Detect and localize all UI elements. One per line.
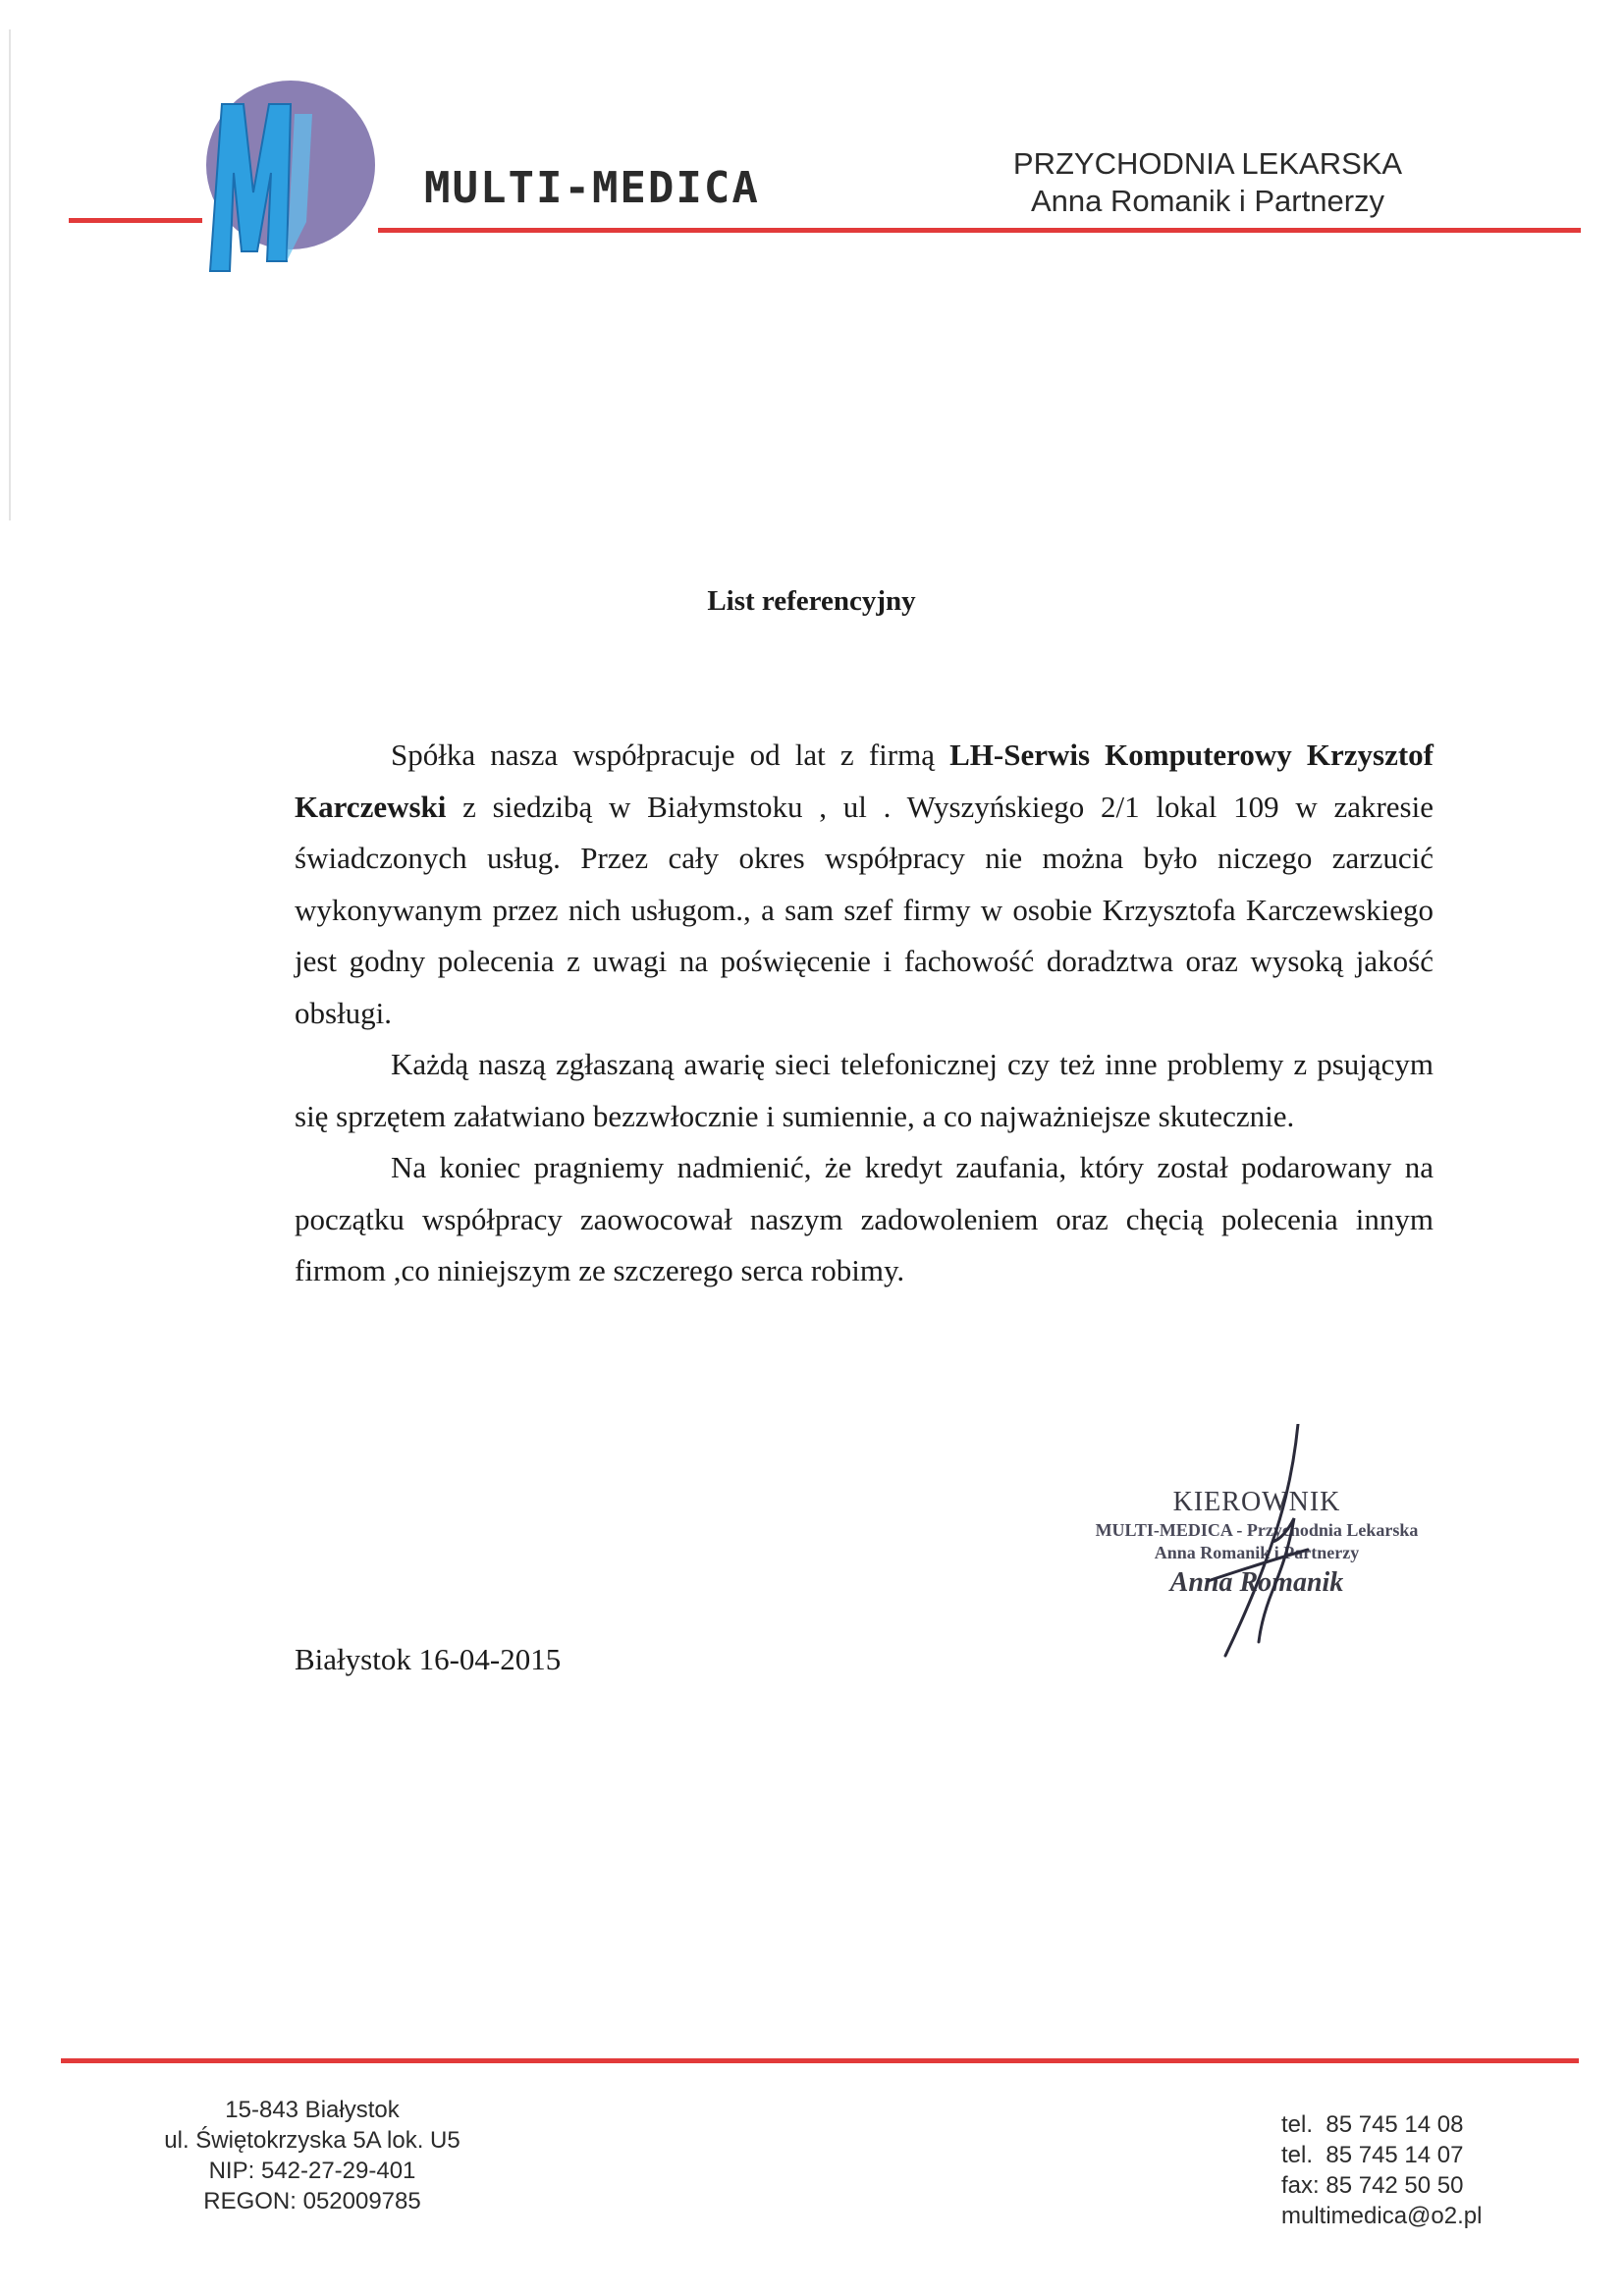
paragraph-1-intro: Spółka nasza współpracuje od lat z firmą: [391, 738, 950, 772]
clinic-owner: Anna Romanik i Partnerzy: [1030, 184, 1385, 218]
stamp-company: MULTI-MEDICA - Przychodnia Lekarska: [1095, 1520, 1419, 1540]
header-rule-right: [378, 228, 1581, 233]
letter-date: Białystok 16-04-2015: [295, 1642, 562, 1676]
paragraph-1: [295, 730, 1434, 1039]
letter-body: [295, 730, 1434, 1297]
letter-title: List referencyjny: [707, 585, 916, 617]
address-line: REGON: 052009785: [203, 2188, 421, 2214]
contact-line: fax: 85 742 50 50: [1281, 2172, 1464, 2199]
brand-name: MULTI-MEDICA: [424, 163, 760, 213]
contact-line: tel. 85 745 14 08: [1281, 2111, 1464, 2138]
clinic-type: PRZYCHODNIA LEKARSKA: [1012, 146, 1403, 181]
company-name: LH-Serwis Komputerowy Krzysztof Karczewski: [295, 738, 1434, 824]
footer-contacts: [1281, 2109, 1576, 2231]
paragraph-3: Na koniec pragniemy nadmienić, że kredyt zaufania, który został podarowany na początku współpracy zaowocował naszym zadowoleniem oraz chęcią polecenia innym firmom ,co niniejszym ze szczerego serca robimy.: [295, 1150, 1434, 1287]
header-rule-left: [69, 218, 202, 223]
footer-address: [145, 2095, 479, 2216]
stamp-partners: Anna Romanik i Partnerzy: [1154, 1543, 1360, 1562]
stamp-signature-name: Anna Romanik: [1169, 1567, 1344, 1598]
address-line: ul. Świętokrzyska 5A lok. U5: [164, 2127, 460, 2154]
handwritten-signature-icon: [1178, 1424, 1335, 1679]
paragraph-2: Każdą naszą zgłaszaną awarię sieci telefonicznej czy też inne problemy z psującym się sprzętem załatwiano bezzwłocznie i sumiennie, a co najważniejsze skutecznie.: [295, 1047, 1434, 1133]
paragraph-1-rest: z siedzibą w Białymstoku , ul . Wyszyńskiego 2/1 lokal 109 w zakresie świadczonych usług. Przez cały okres współpracy nie można było niczego zarzucić wykonywanym przez nich usługom., a sam szef firmy w osobie Krzysztofa Karczewskiego jest godny polecenia z uwagi na poświęcenie i fachowość doradztwa oraz wysoką jakość obsługi.: [295, 789, 1434, 1030]
contact-line: tel. 85 745 14 07: [1281, 2142, 1464, 2168]
clinic-name: [972, 145, 1443, 220]
email-address: multimedica@o2.pl: [1281, 2203, 1483, 2229]
scan-edge: [9, 29, 11, 520]
stamp-role: KIEROWNIK: [1172, 1487, 1341, 1517]
multi-medica-logo-icon: [192, 75, 379, 281]
footer-rule: [61, 2058, 1579, 2063]
address-line: NIP: 542-27-29-401: [208, 2158, 416, 2184]
address-line: 15-843 Białystok: [225, 2097, 400, 2123]
